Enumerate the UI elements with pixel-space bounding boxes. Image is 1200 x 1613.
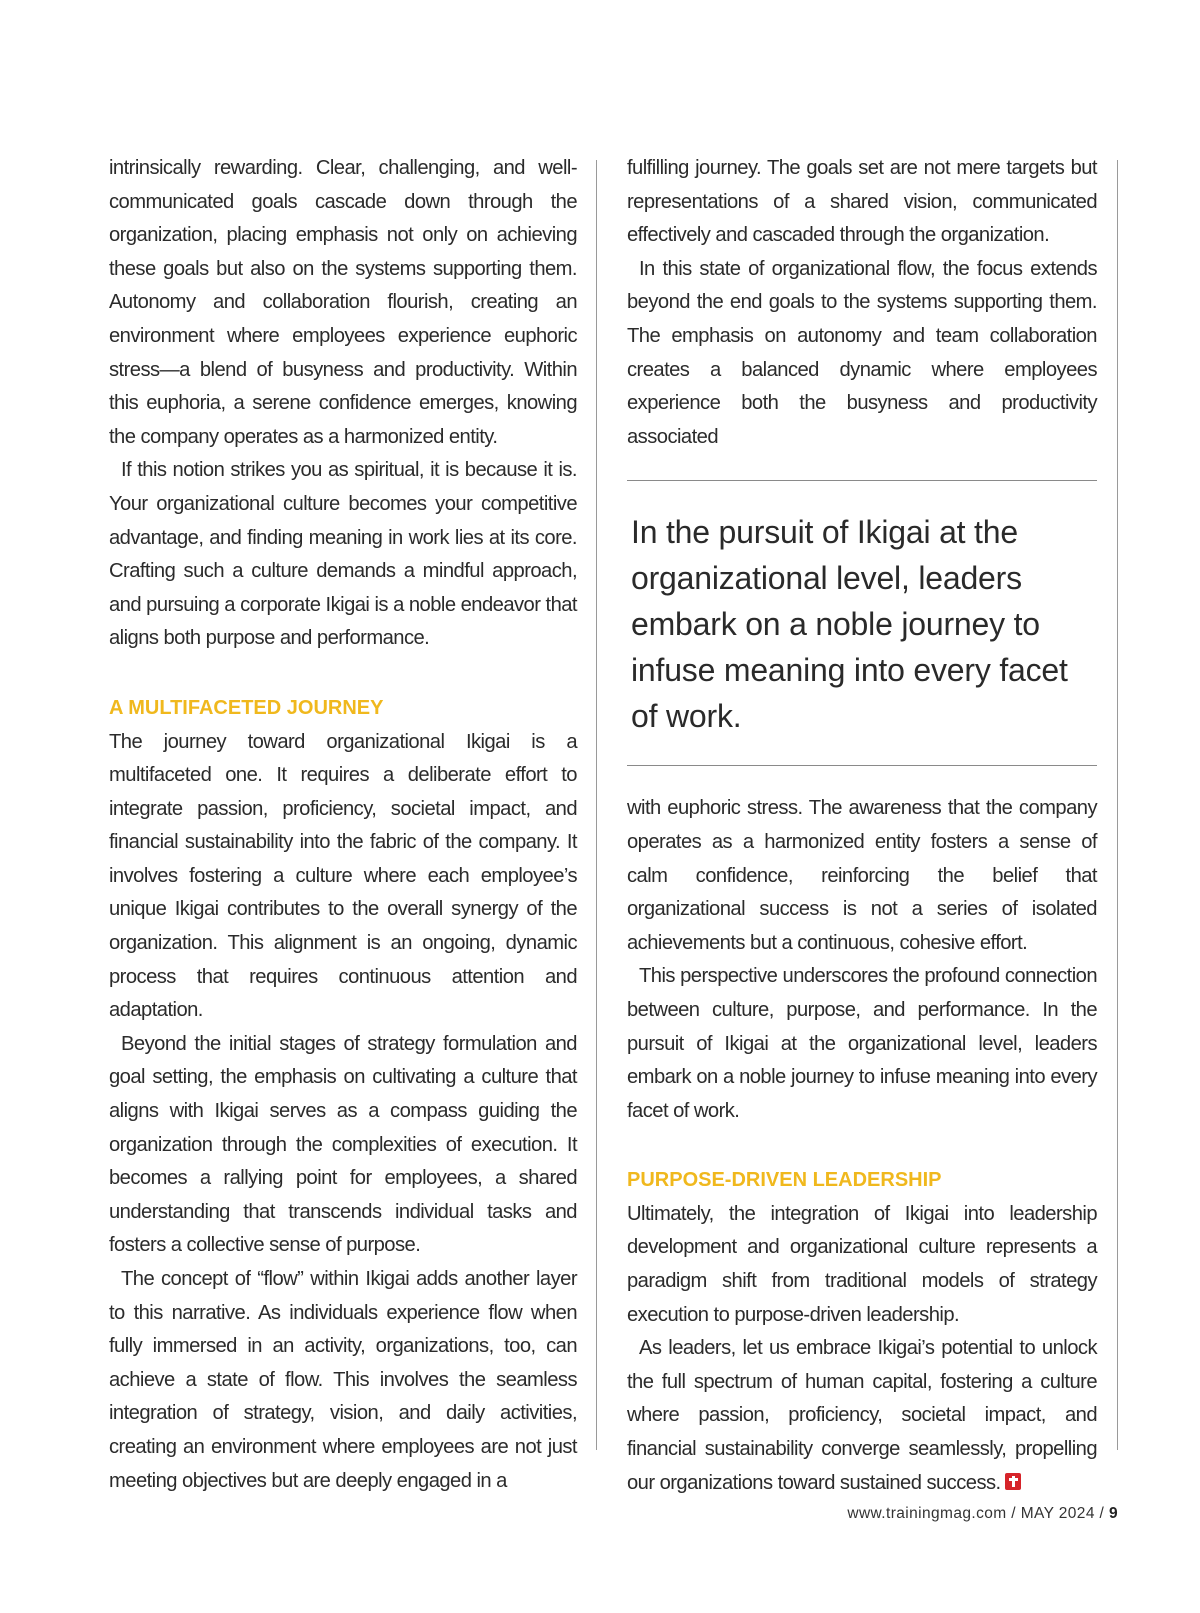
paragraph	[627, 1198, 1097, 1332]
pull-quote-bottom-rule	[627, 765, 1097, 766]
section-heading: A MULTIFACETED JOURNEY	[109, 696, 384, 719]
footer-site-date: www.trainingmag.com / MAY 2024 /	[847, 1505, 1109, 1522]
paragraph: If this notion strikes you as spiritual, it is because it is. Your organizational culture becomes your competitive advantage, and finding meaning in work lies at its core. Crafting such a culture demands a mindful approach, and pursuing a corporate Ikigai is a noble endeavor that aligns both purpose and performance.	[109, 459, 577, 650]
pull-quote-block	[627, 480, 1097, 766]
paragraph: This perspective underscores the profound connection between culture, purpose, and performance. In the pursuit of Ikigai at the organizational level, leaders embark on a noble journey to infuse meaning into every facet of work.	[627, 965, 1097, 1122]
column-divider	[596, 160, 597, 1450]
paragraph: In this state of organizational flow, the focus extends beyond the end goals to the systems supporting them. The emphasis on autonomy and team collaboration creates a balanced dynamic where employees experience both the busyness and productivity associated	[627, 257, 1097, 448]
paragraph: The journey toward organizational Ikigai is a multifaceted one. It requires a deliberate effort to integrate passion, proficiency, societal impact, and financial sustainability into the fabric of the company. It involves fostering a culture where each employee’s unique Ikigai contributes to the overall synergy of the organization. This alignment is an ongoing, dynamic process that requires continuous attention and adaptation.	[109, 730, 577, 1022]
pull-quote: In the pursuit of Ikigai at the organizational level, leaders embark on a noble journey to infuse meaning into every facet of work.	[631, 514, 1068, 735]
paragraph-text: As leaders, let us embrace Ikigai’s potential to unlock the full spectrum of human capital, fostering a culture where passion, proficiency, societal impact, and financial sustainability converge seamlessly, propelling our organizations toward sustained success.	[627, 1337, 1097, 1494]
paragraph: with euphoric stress. The awareness that the company operates as a harmonized entity fosters a sense of calm confidence, reinforcing the belief that organizational success is not a series of isolated achievements but a continuous, cohesive effort.	[627, 797, 1097, 954]
page-number: 9	[1108, 1505, 1118, 1522]
right-column	[627, 152, 1097, 1500]
page-footer	[847, 1505, 1118, 1523]
section-heading: PURPOSE-DRIVEN LEADERSHIP	[627, 1169, 942, 1192]
paragraph: intrinsically rewarding. Clear, challenging, and well-communicated goals cascade down through the organization, placing emphasis not only on achieving these goals but also on the systems supporting them. Autonomy and collaboration flourish, creating an environment where employees experience euphoric stress—a blend of busyness and productivity. Within this euphoria, a serene confidence emerges, knowing the company operates as a harmonized entity.	[109, 157, 577, 448]
paragraph: fulfilling journey. The goals set are not mere targets but representations of a shared vision, communicated effectively and cascaded through the organization.	[627, 157, 1097, 247]
left-column	[109, 152, 577, 1498]
paragraph	[627, 1332, 1097, 1500]
paragraph-text: Ultimately, the integration of Ikigai into leadership development and organizational culture represents a paradigm shift from traditional models of strategy execution to purpose-driven leadership.	[627, 1202, 1097, 1326]
paragraph: Beyond the initial stages of strategy formulation and goal setting, the emphasis on cultivating a culture that aligns with Ikigai serves as a compass guiding the organization through the complexities of execution. It becomes a rallying point for employees, a shared understanding that transcends individual tasks and fosters a collective sense of purpose.	[109, 1032, 577, 1257]
right-margin-rule	[1117, 160, 1118, 1450]
paragraph: The concept of “flow” within Ikigai adds another layer to this narrative. As individuals experience flow when fully immersed in an activity, organizations, too, can achieve a state of flow. This involves the seamless integration of strategy, vision, and daily activities, creating an environment where employees are not just meeting objectives but are deeply engaged in a	[109, 1268, 577, 1492]
training-logo-end-mark-icon	[1005, 1473, 1021, 1490]
